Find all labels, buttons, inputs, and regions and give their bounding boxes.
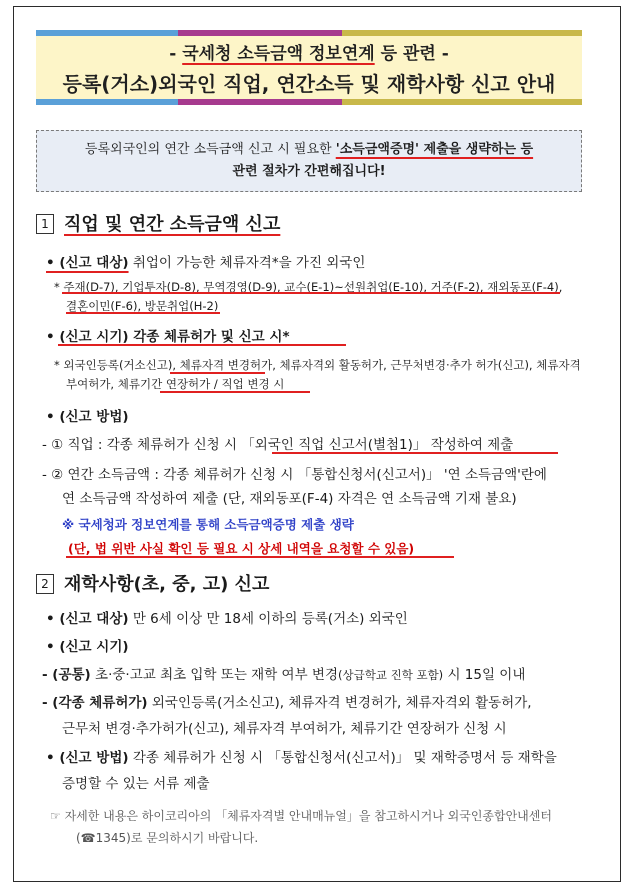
s2-permit-2: 근무처 변경·추가허가(신고), 체류자격 부여허가, 체류기간 연장허가 신청 시 [62, 721, 507, 737]
notice-line-2: 관련 절차가 간편해집니다! [232, 164, 386, 179]
s1-blue-note: ※ 국세청과 정보연계를 통해 소득금액증명 제출 생략 [62, 517, 354, 532]
s1-timing: • (신고 시기) 각종 체류허가 및 신고 시* [46, 329, 290, 345]
header-bottom-bar [36, 99, 582, 105]
s1-red-note: (단, 법 위반 사실 확인 등 필요 시 상세 내역을 요청할 수 있음) [68, 541, 415, 556]
s1-target-note-1: * 주재(D-7), 기업투자(D-8), 무역경영(D-9), 교수(E-1)~선원취업(E-10), 거주(F-2), 재외동포(F-4), [54, 280, 563, 294]
s2-timing: • (신고 시기) [46, 639, 129, 655]
notice-highlight: '소득금액증명' 제출을 생략하는 등 [335, 142, 534, 157]
s1-timing-note-2: 부여허가, 체류기간 연장허가 / 직업 변경 시 [66, 377, 285, 391]
s1-method-1: - ① 직업 : 각종 체류허가 신청 시 「외국인 직업 신고서(별첨1)」 작성하여 제출 [42, 437, 514, 453]
s1-timing-note-1: * 외국인등록(거소신고), 체류자격 변경허가, 체류자격외 활동허가, 근무처변경·추가 허가(신고), 체류자격 [54, 358, 581, 372]
section-2-title: 2 재학사항(초, 중, 고) 신고 [36, 570, 269, 596]
s1-method-2b: 연 소득금액 작성하여 제출 (단, 재외동포(F-4) 자격은 연 소득금액 기재 불요) [62, 491, 517, 507]
footer-line-2: (☎1345)로 문의하시기 바랍니다. [76, 831, 259, 845]
footer-line-1: ☞ 자세한 내용은 하이코리아의 「체류자격별 안내매뉴얼」을 참고하시거나 외국인종합안내센터 [50, 809, 552, 823]
section-1-title: 1 직업 및 연간 소득금액 신고 [36, 210, 280, 236]
section-2-number: 2 [36, 574, 54, 594]
section-1-number: 1 [36, 214, 54, 234]
s2-target: • (신고 대상) 만 6세 이상 만 18세 이하의 등록(거소) 외국인 [46, 611, 408, 627]
s1-method: • (신고 방법) [46, 409, 129, 425]
header-title: 등록(거소)외국인 직업, 연간소득 및 재학사항 신고 안내 [62, 71, 556, 96]
s1-method-2a: - ② 연간 소득금액 : 각종 체류허가 신청 시 「통합신청서(신고서)」 '연 소득금액'란에 [42, 467, 547, 483]
s2-permit-1: - (각종 체류허가) 외국인등록(거소신고), 체류자격 변경허가, 체류자격외 활동허가, [42, 695, 532, 711]
header-subtitle-highlight: 국세청 소득금액 정보연계 [182, 43, 375, 64]
header-banner [36, 30, 582, 105]
s2-method-1: • (신고 방법) 각종 체류허가 신청 시 「통합신청서(신고서)」 및 재학증명서 등 재학을 [46, 750, 557, 766]
s2-method-2: 증명할 수 있는 서류 제출 [62, 776, 210, 792]
s1-target-note-2: 결혼이민(F-6), 방문취업(H-2) [66, 299, 219, 313]
header-text [36, 36, 582, 99]
s2-common: - (공통) 초·중·고교 최초 입학 또는 재학 여부 변경(상급학교 진학 포함) 시 15일 이내 [42, 667, 526, 683]
notice-box [36, 130, 582, 192]
header-subtitle: - 국세청 소득금액 정보연계 등 관련 - [169, 43, 449, 64]
s1-target: • (신고 대상) 취업이 가능한 체류자격*을 가진 외국인 [46, 255, 366, 271]
notice-line-1: 등록외국인의 연간 소득금액 신고 시 필요한 '소득금액증명' 제출을 생략하는 등 [84, 142, 534, 157]
